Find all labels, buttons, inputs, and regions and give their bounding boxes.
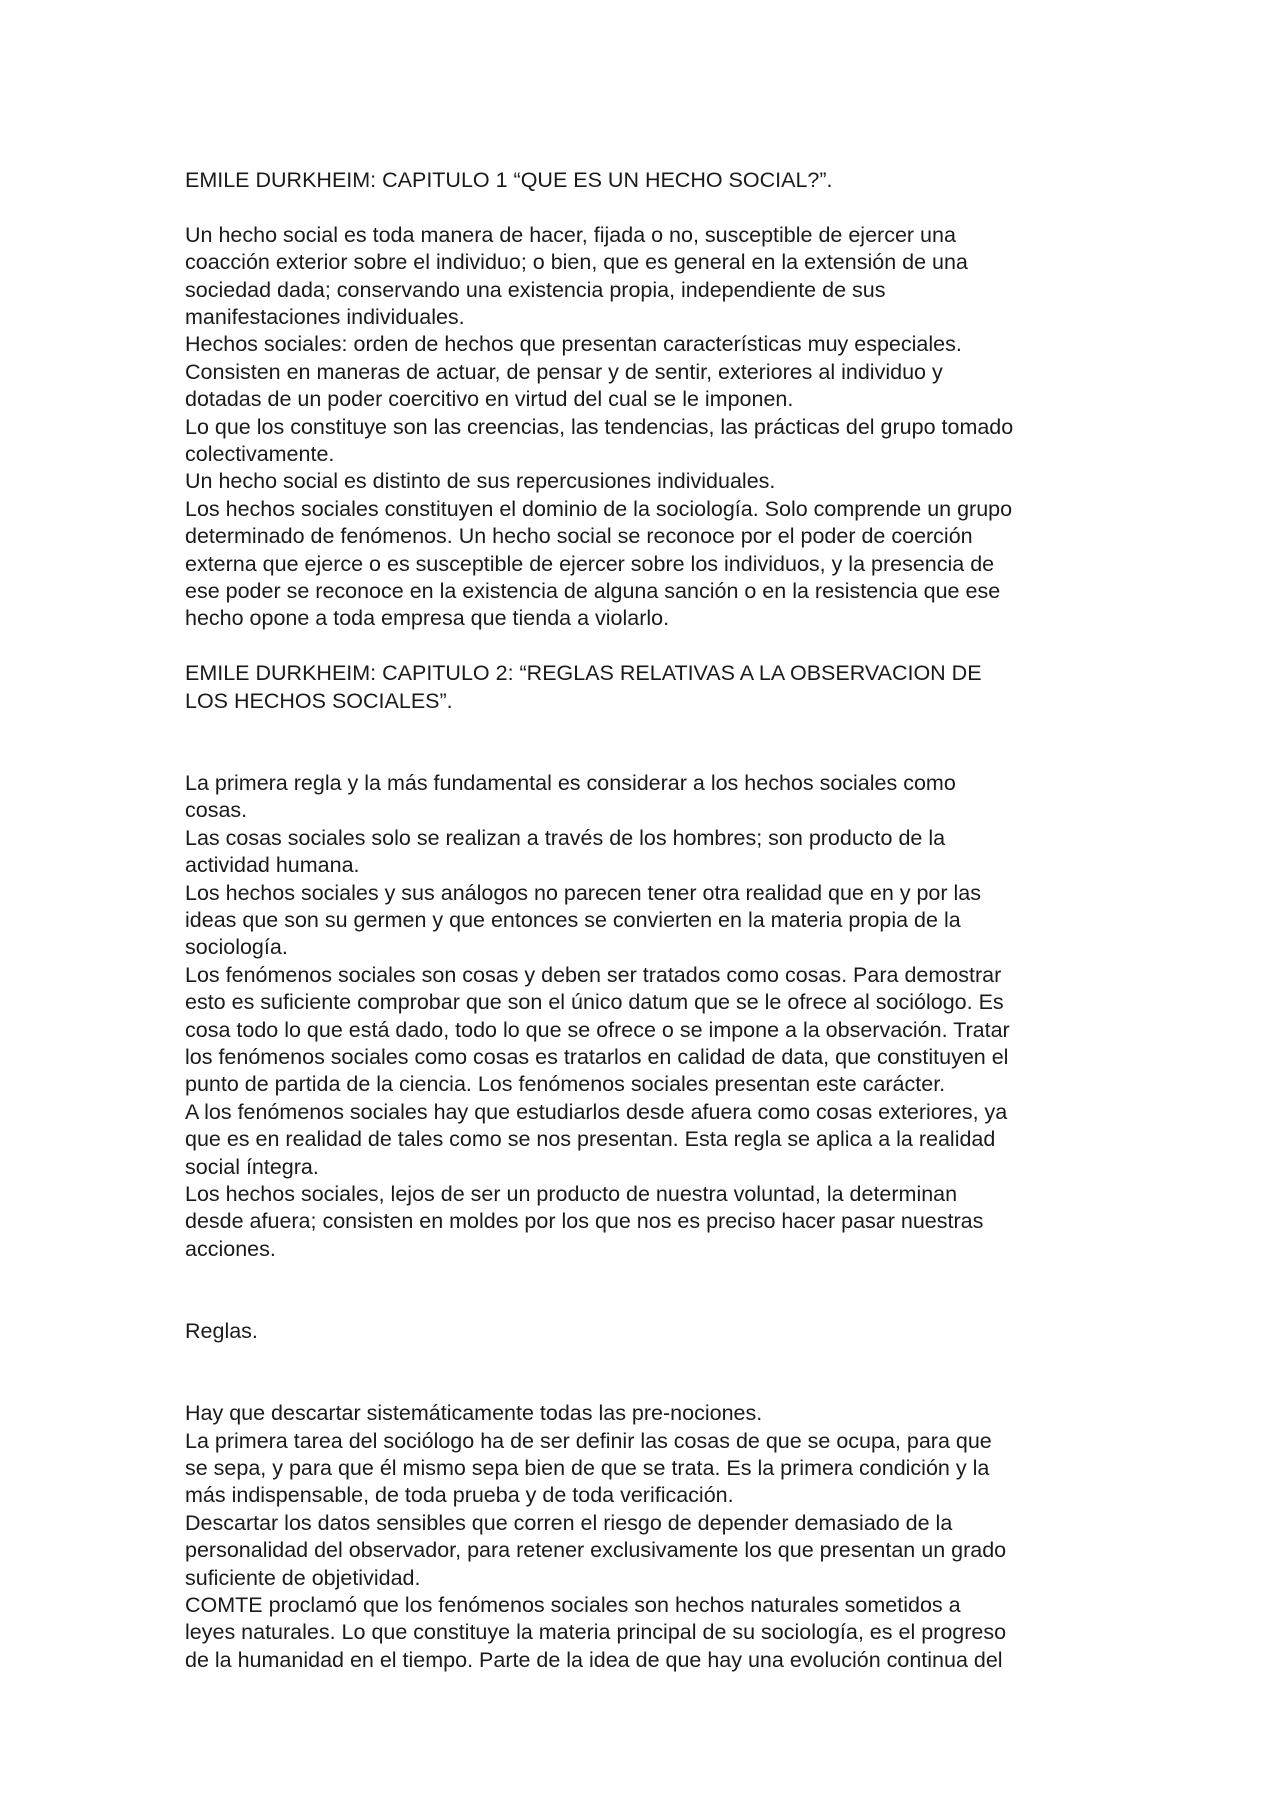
text-line: Consisten en maneras de actuar, de pensar y de sentir, exteriores al individuo y [185, 359, 943, 384]
text-line: externa que ejerce o es susceptible de ejercer sobre los individuos, y la presencia de [185, 551, 995, 576]
text-line: Los hechos sociales constituyen el dominio de la sociología. Solo comprende un grupo [185, 496, 1013, 521]
text-line: se sepa, y para que él mismo sepa bien de que se trata. Es la primera condición y la [185, 1456, 990, 1481]
text-line: actividad humana. [185, 853, 360, 878]
text-line: coacción exterior sobre el individuo; o bien, que es general en la extensión de una [185, 250, 968, 275]
text-line: Un hecho social es distinto de sus repercusiones individuales. [185, 469, 776, 494]
text-line: Las cosas sociales solo se realizan a través de los hombres; son producto de la [185, 825, 946, 850]
chapter2-body [185, 770, 1115, 1263]
text-line: Los fenómenos sociales son cosas y deben ser tratados como cosas. Para demostrar [185, 962, 1002, 987]
text-line: Los hechos sociales, lejos de ser un producto de nuestra voluntad, la determinan [185, 1181, 958, 1206]
text-line: cosas. [185, 798, 248, 823]
text-line: Los hechos sociales y sus análogos no parecen tener otra realidad que en y por las [185, 880, 982, 905]
text-line: sociología. [185, 935, 288, 960]
text-line: ideas que son su germen y que entonces se convierten en la materia propia de la [185, 907, 961, 932]
text-line: COMTE proclamó que los fenómenos sociales son hechos naturales sometidos a [185, 1593, 961, 1618]
text-line: A los fenómenos sociales hay que estudiarlos desde afuera como cosas exteriores, ya [185, 1099, 1008, 1124]
text-line: sociedad dada; conservando una existencia propia, independiente de sus [185, 277, 886, 302]
spacer [185, 194, 1115, 221]
text-line: cosa todo lo que está dado, todo lo que se ofrece o se impone a la observación. Tratar [185, 1017, 1010, 1042]
chapter2-heading [185, 660, 1115, 715]
document-body [185, 167, 1115, 1674]
text-line: desde afuera; consisten en moldes por los que nos es preciso hacer pasar nuestras [185, 1209, 984, 1234]
text-line: que es en realidad de tales como se nos presentan. Esta regla se aplica a la realidad [185, 1127, 996, 1152]
text-line: Hay que descartar sistemáticamente todas las pre-nociones. [185, 1401, 763, 1426]
spacer [185, 633, 1115, 660]
text-line: colectivamente. [185, 442, 335, 467]
text-line: suficiente de objetividad. [185, 1565, 421, 1590]
chapter1-body [185, 222, 1115, 633]
heading-line: EMILE DURKHEIM: CAPITULO 2: “REGLAS RELATIVAS A LA OBSERVACION DE [185, 661, 982, 686]
chapter1-heading: EMILE DURKHEIM: CAPITULO 1 “QUE ES UN HECHO SOCIAL?”. [185, 168, 833, 192]
text-line: dotadas de un poder coercitivo en virtud del cual se le imponen. [185, 387, 794, 412]
spacer [185, 1345, 1115, 1400]
text-line: determinado de fenómenos. Un hecho social se reconoce por el poder de coerción [185, 524, 973, 549]
text-line: Descartar los datos sensibles que corren el riesgo de depender demasiado de la [185, 1510, 953, 1535]
rules-body [185, 1400, 1115, 1674]
rules-heading: Reglas. [185, 1319, 258, 1343]
text-line: hecho opone a toda empresa que tienda a violarlo. [185, 606, 670, 631]
text-line: ese poder se reconoce en la existencia de alguna sanción o en la resistencia que ese [185, 579, 1001, 604]
text-line: social íntegra. [185, 1154, 319, 1179]
text-line: leyes naturales. Lo que constituye la materia principal de su sociología, es el progreso [185, 1620, 1007, 1645]
text-line: los fenómenos sociales como cosas es tratarlos en calidad de data, que constituyen el [185, 1044, 1009, 1069]
text-line: más indispensable, de toda prueba y de toda verificación. [185, 1483, 734, 1508]
text-line: La primera tarea del sociólogo ha de ser definir las cosas de que se ocupa, para que [185, 1428, 992, 1453]
text-line: personalidad del observador, para retener exclusivamente los que presentan un grado [185, 1538, 1007, 1563]
text-line: Un hecho social es toda manera de hacer, fijada o no, susceptible de ejercer una [185, 222, 956, 247]
text-line: manifestaciones individuales. [185, 305, 465, 330]
text-line: esto es suficiente comprobar que son el único datum que se le ofrece al sociólogo. Es [185, 990, 1004, 1015]
text-line: Lo que los constituye son las creencias, las tendencias, las prácticas del grupo tomado [185, 414, 1014, 439]
text-line: punto de partida de la ciencia. Los fenómenos sociales presentan este carácter. [185, 1072, 946, 1097]
heading-line: LOS HECHOS SOCIALES”. [185, 688, 453, 713]
text-line: de la humanidad en el tiempo. Parte de la idea de que hay una evolución continua del [185, 1647, 1003, 1672]
spacer [185, 1263, 1115, 1318]
spacer [185, 715, 1115, 770]
text-line: acciones. [185, 1236, 276, 1261]
text-line: La primera regla y la más fundamental es considerar a los hechos sociales como [185, 770, 956, 795]
text-line: Hechos sociales: orden de hechos que presentan características muy especiales. [185, 332, 962, 357]
